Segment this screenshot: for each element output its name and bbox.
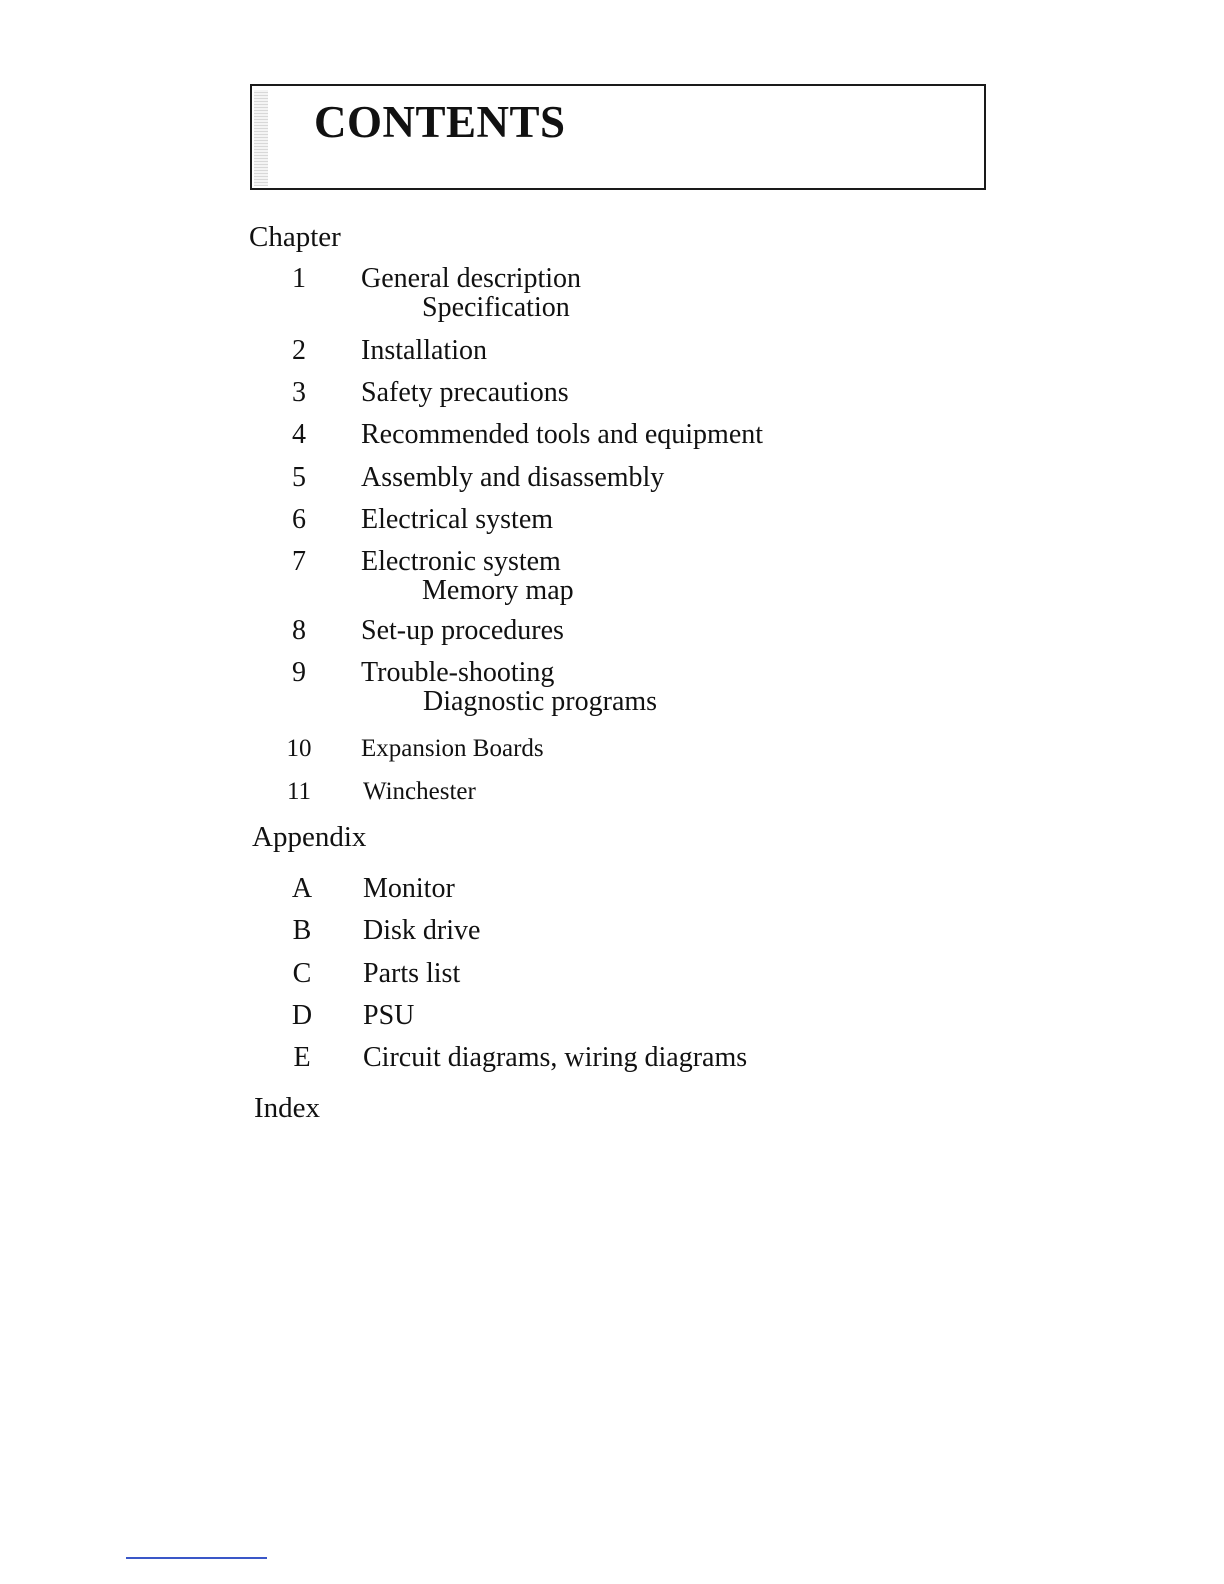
index-heading: Index <box>254 1092 321 1124</box>
chapter-number: 2 <box>292 335 306 366</box>
chapter-title: Winchester <box>363 778 476 805</box>
appendix-title: PSU <box>363 1000 415 1031</box>
chapter-subtitle: Memory map <box>422 575 574 606</box>
chapter-heading: Chapter <box>249 221 341 253</box>
chapter-subtitle: Diagnostic programs <box>423 686 658 717</box>
chapter-title: Installation <box>361 335 487 366</box>
chapter-number: 8 <box>292 615 306 646</box>
appendix-letter: A <box>291 873 313 904</box>
appendix-letter: B <box>292 915 312 946</box>
appendix-letter: D <box>291 1000 313 1031</box>
chapter-number: 1 <box>292 263 306 294</box>
chapter-title: Electrical system <box>361 504 554 535</box>
appendix-heading: Appendix <box>252 821 367 853</box>
appendix-title: Circuit diagrams, wiring diagrams <box>363 1042 748 1073</box>
chapter-title: Trouble-shooting <box>361 657 555 688</box>
chapter-number: 10 <box>286 735 312 762</box>
chapter-title: Set-up procedures <box>361 615 564 646</box>
chapter-number: 6 <box>292 504 306 535</box>
appendix-title: Parts list <box>363 958 461 989</box>
chapter-subtitle: Specification <box>422 292 570 323</box>
chapter-title: Safety precautions <box>361 377 569 408</box>
chapter-title: Electronic system <box>361 546 561 577</box>
footer-rule <box>126 1557 267 1559</box>
chapter-number: 4 <box>292 419 306 450</box>
chapter-number: 7 <box>292 546 306 577</box>
chapter-title: General description <box>361 263 582 294</box>
chapter-title: Assembly and disassembly <box>361 462 665 493</box>
appendix-letter: C <box>292 958 312 989</box>
appendix-title: Disk drive <box>363 915 481 946</box>
chapter-number: 11 <box>286 778 312 805</box>
contents-title-box <box>250 84 986 190</box>
chapter-number: 5 <box>292 462 306 493</box>
chapter-number: 9 <box>292 657 306 688</box>
chapter-title: Recommended tools and equipment <box>361 419 764 450</box>
page-title: CONTENTS <box>314 97 566 147</box>
chapter-title: Expansion Boards <box>361 735 544 762</box>
title-box-shading <box>254 90 268 186</box>
chapter-number: 3 <box>292 377 306 408</box>
appendix-letter: E <box>293 1042 311 1073</box>
appendix-title: Monitor <box>363 873 455 904</box>
